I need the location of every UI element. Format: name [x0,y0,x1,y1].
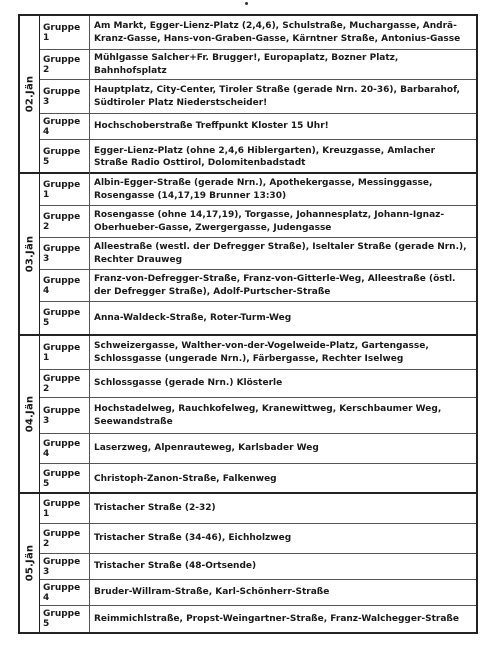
group-cell: Gruppe 2 [40,524,90,553]
street-cell: Am Markt, Egger-Lienz-Platz (2,4,6), Schulstraße, Muchargasse, Andrä-Kranz-Gasse, Hans-von-Graben-Gasse, Kärntner Straße, Antonius-Gasse [94,21,461,44]
group-cell: Gruppe 1 [40,174,90,205]
group-cell: Gruppe 3 [40,398,90,433]
table-row [40,16,476,50]
table-row [40,554,476,580]
street-cell: Tristacher Straße (2-32) [94,503,216,514]
group-cell: Gruppe 5 [40,606,90,632]
group-cell: Gruppe 3 [40,554,90,579]
table-row [40,302,476,334]
table-row [40,524,476,554]
table-row [40,580,476,606]
scan-dot [245,2,248,5]
table-row [40,140,476,174]
table-row [40,336,476,370]
day-block-04-jan [20,336,476,494]
street-cell: Laserzweg, Alpenrauteweg, Karlsbader Weg [94,443,319,454]
street-cell: Albin-Egger-Straße (gerade Nrn.), Apothekergasse, Messinggasse, Rosengasse (14,17,19 Brunner 13:30) [94,178,433,201]
table-row [40,174,476,206]
street-cell: Tristacher Straße (34-46), Eichholzweg [94,533,292,544]
day-block-03-jan [20,174,476,336]
group-cell: Gruppe 2 [40,206,90,237]
group-cell: Gruppe 4 [40,270,90,301]
day-label-text: 02.Jän [24,75,35,113]
day-label-text: 03.Jän [24,235,35,273]
group-cell: Gruppe 4 [40,580,90,605]
table-row [40,114,476,140]
street-cell: Franz-von-Defregger-Straße, Franz-von-Gitterle-Weg, Alleestraße (östl. der Defregger Straße), Adolf-Purtscher-Straße [94,274,456,297]
street-cell: Hochschoberstraße Treffpunkt Kloster 15 Uhr! [94,121,329,132]
group-cell: Gruppe 2 [40,50,90,79]
street-cell: Bruder-Willram-Straße, Karl-Schönherr-Straße [94,587,330,598]
street-cell: Mühlgasse Salcher+Fr. Brugger!, Europaplatz, Bozner Platz, Bahnhofsplatz [94,53,399,76]
table-row [40,238,476,270]
group-cell: Gruppe 1 [40,494,90,523]
group-cell: Gruppe 5 [40,140,90,174]
street-cell: Hauptplatz, City-Center, Tiroler Straße (gerade Nrn. 20-36), Barbarahof, Südtiroler Platz Niederstscheider! [94,85,460,108]
street-cell: Anna-Waldeck-Straße, Roter-Turm-Weg [94,312,292,323]
group-cell: Gruppe 3 [40,80,90,113]
table-row [40,370,476,398]
street-cell: Schweizergasse, Walther-von-der-Vogelweide-Platz, Gartengasse, Schlossgasse (ungerade Nrn.), Färbergasse, Rechter Iselweg [94,341,429,364]
day-label-text: 05.Jän [24,544,35,582]
group-cell: Gruppe 4 [40,114,90,139]
street-cell: Reimmichlstraße, Propst-Weingartner-Straße, Franz-Walchegger-Straße [94,613,460,624]
day-block-05-jan [20,494,476,632]
street-cell: Schlossgasse (gerade Nrn.) Klösterle [94,378,283,389]
table-row [40,398,476,434]
day-label [20,16,40,172]
day-block-02-jan [20,16,476,174]
street-cell: Rosengasse (ohne 14,17,19), Torgasse, Johannesplatz, Johann-Ignaz-Oberhueber-Gasse, Zwergergasse, Judengasse [94,210,445,233]
table-row [40,80,476,114]
group-cell: Gruppe 1 [40,16,90,49]
table-row [40,434,476,464]
table-row [40,606,476,632]
group-cell: Gruppe 5 [40,464,90,494]
day-label [20,336,40,492]
street-cell: Hochstadelweg, Rauchkofelweg, Kranewittweg, Kerschbaumer Weg, Seewandstraße [94,404,442,427]
street-cell: Alleestraße (westl. der Defregger Straße), Iseltaler Straße (gerade Nrn.), Rechter Drauweg [94,242,467,265]
table-row [40,50,476,80]
group-cell: Gruppe 2 [40,370,90,397]
group-cell: Gruppe 3 [40,238,90,269]
day-label [20,494,40,632]
day-label-text: 04.Jän [24,395,35,433]
group-cell: Gruppe 4 [40,434,90,463]
street-cell: Tristacher Straße (48-Ortsende) [94,561,257,572]
table-row [40,494,476,524]
day-label [20,174,40,334]
group-cell: Gruppe 1 [40,336,90,369]
group-cell: Gruppe 5 [40,302,90,334]
table-row [40,270,476,302]
street-cell: Christoph-Zanon-Straße, Falkenweg [94,473,277,484]
table-row [40,464,476,494]
street-cell: Egger-Lienz-Platz (ohne 2,4,6 Hiblergarten), Kreuzgasse, Amlacher Straße Radio Osttirol, Dolomitenbadstadt [94,145,436,168]
schedule-table [18,14,478,634]
table-row [40,206,476,238]
